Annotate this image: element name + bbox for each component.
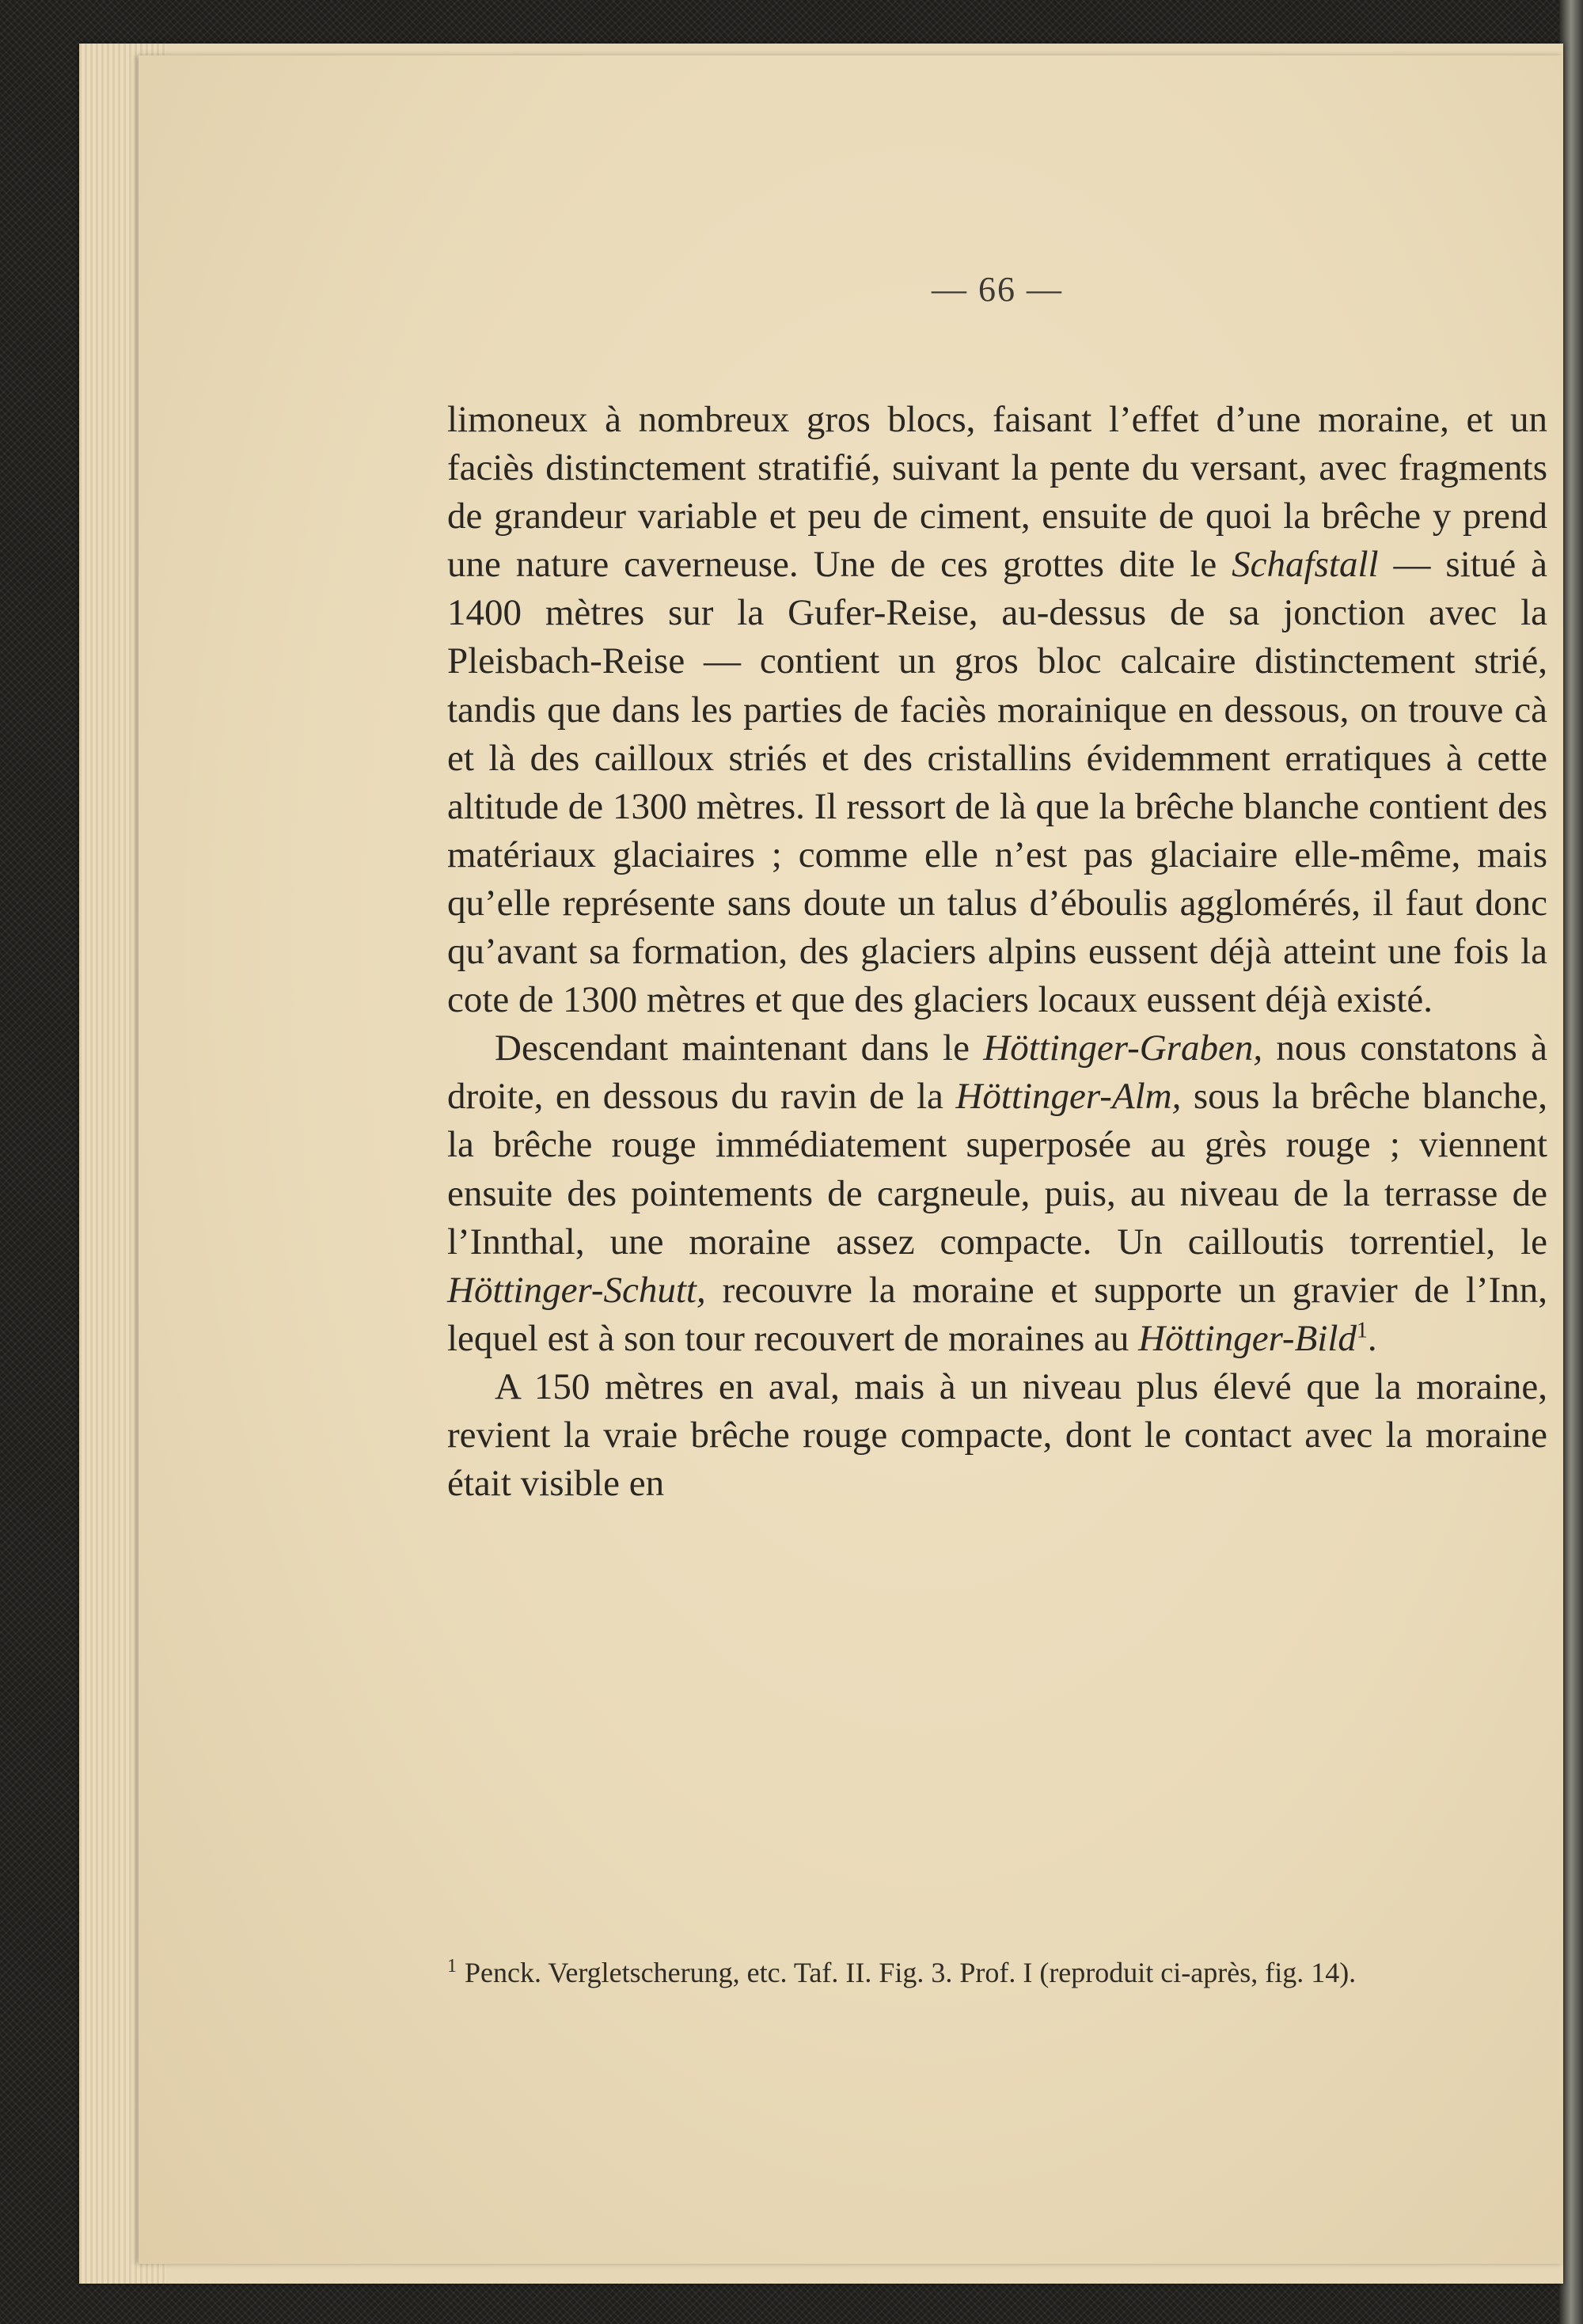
- footnote: [447, 1947, 1547, 1992]
- footnote-ref: 1: [447, 1956, 457, 1977]
- text-run: .: [1367, 1317, 1377, 1359]
- text-run: A 150 mètres en aval, mais à un niveau plus élevé que la moraine, revient la vraie brêche rouge compacte, dont le contact avec la moraine était visible en: [447, 1365, 1547, 1505]
- italic-term: Höttinger-Graben,: [983, 1027, 1263, 1069]
- footnote-marker: 1: [1356, 1318, 1368, 1343]
- footnote-text: Penck. Vergletscherung, etc. Taf. II. Fig. 3. Prof. I (reproduit ci-après, fig. 14).: [465, 1957, 1357, 1988]
- paragraph: [447, 1363, 1547, 1508]
- italic-term: Höttinger-Bild: [1138, 1317, 1357, 1359]
- italic-term: Höttinger-Schutt,: [447, 1269, 706, 1311]
- page-number: — 66 —: [932, 270, 1063, 309]
- text-run: recouvre la moraine et supporte un gravier de l’Inn, lequel est à son tour recouvert de moraines au: [447, 1269, 1547, 1359]
- text-run: nous constatons à droite, en dessous du ravin de la: [447, 1027, 1547, 1118]
- text-run: — situé à 1400 mètres sur la Gufer-Reise, au-dessus de sa jonction avec la Pleisbach-Reise — contient un gros bloc calcaire distinctement strié, tandis que dans les parties de faciès morainique en dessous, on trouve cà et là des cailloux striés et des cristallins évidemment erratiques à cette altitude de 1300 mètres. Il ressort de là que la brêche blanche contient des matériaux glaciaires ; comme elle n’est pas glaciaire elle-même, mais qu’elle représente sans doute un talus d’éboulis agglomérés, il faut donc qu’avant sa formation, des glaciers alpins eussent déjà atteint une fois la cote de 1300 mètres et que des glaciers locaux eussent déjà existé.: [447, 544, 1547, 1021]
- text-run: sous la brêche blanche, la brêche rouge immédiatement superposée au grès rouge ; viennent ensuite des pointements de cargneule, puis, au niveau de la terrasse de l’Innthal, une moraine assez compacte. Un cailloutis torrentiel, le: [447, 1076, 1548, 1263]
- book-page: [139, 55, 1563, 2264]
- text-run: Descendant maintenant dans le: [495, 1027, 984, 1069]
- body-text: [447, 396, 1547, 1508]
- paragraph: [447, 396, 1547, 1024]
- italic-term: Höttinger-Alm,: [955, 1076, 1182, 1118]
- text-run: limoneux à nombreux gros blocs, faisant l’effet d’une moraine, et un faciès distinctement stratifié, suivant la pente du versant, avec fragments de grandeur variable et peu de ciment, ensuite de quoi la brêche y prend une nature caverneuse. Une de ces grottes dite le: [447, 399, 1547, 586]
- paragraph: [447, 1024, 1547, 1363]
- italic-term: Schafstall: [1232, 544, 1379, 586]
